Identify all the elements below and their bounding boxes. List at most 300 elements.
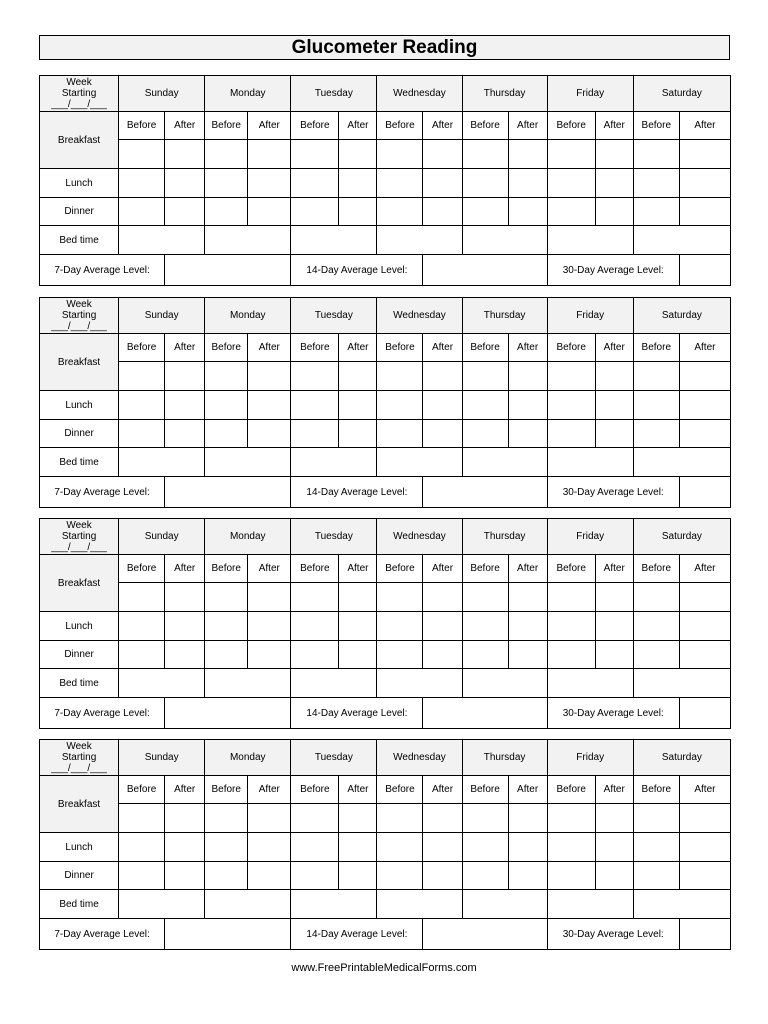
before-label: Before (291, 555, 339, 583)
reading-cell[interactable] (423, 862, 462, 890)
reading-cell[interactable] (508, 140, 547, 169)
day-header: Sunday (119, 298, 205, 334)
bedtime-reading-cell[interactable] (547, 448, 633, 477)
reading-cell[interactable] (119, 420, 165, 448)
reading-cell[interactable] (165, 198, 205, 226)
reading-cell[interactable] (679, 420, 730, 448)
day-header: Monday (205, 519, 291, 555)
meal-label-lunch: Lunch (40, 612, 119, 641)
reading-cell[interactable] (462, 833, 508, 862)
after-label: After (679, 555, 730, 583)
reading-cell[interactable] (462, 391, 508, 420)
reading-cell[interactable] (377, 862, 423, 890)
reading-cell[interactable] (205, 641, 248, 669)
reading-cell[interactable] (165, 420, 205, 448)
day-header: Monday (205, 740, 291, 776)
reading-cell[interactable] (165, 612, 205, 641)
reading-cell[interactable] (423, 641, 462, 669)
day-header: Wednesday (377, 298, 462, 334)
reading-cell[interactable] (119, 583, 165, 612)
reading-cell[interactable] (291, 583, 339, 612)
reading-cell[interactable] (508, 420, 547, 448)
starting-label: Starting (61, 310, 97, 321)
after-label: After (423, 555, 462, 583)
reading-cell[interactable] (248, 420, 291, 448)
reading-cell[interactable] (119, 641, 165, 669)
before-label: Before (205, 555, 248, 583)
reading-cell[interactable] (119, 169, 165, 198)
reading-cell[interactable] (547, 198, 595, 226)
avg-14-day-value[interactable] (423, 698, 547, 729)
reading-cell[interactable] (595, 612, 633, 641)
reading-cell[interactable] (165, 804, 205, 833)
reading-cell[interactable] (547, 169, 595, 198)
reading-cell[interactable] (633, 862, 679, 890)
bedtime-reading-cell[interactable] (462, 669, 547, 698)
reading-cell[interactable] (679, 140, 730, 169)
reading-cell[interactable] (339, 420, 377, 448)
after-label: After (595, 555, 633, 583)
reading-cell[interactable] (423, 612, 462, 641)
reading-cell[interactable] (595, 641, 633, 669)
reading-cell[interactable] (165, 833, 205, 862)
day-header: Tuesday (291, 76, 377, 112)
before-label: Before (377, 555, 423, 583)
week-block (39, 297, 731, 508)
reading-cell[interactable] (508, 391, 547, 420)
reading-cell[interactable] (462, 362, 508, 391)
reading-cell[interactable] (377, 641, 423, 669)
avg-14-day-label: 14-Day Average Level: (291, 698, 423, 729)
meal-label-lunch: Lunch (40, 169, 119, 198)
bedtime-reading-cell[interactable] (462, 448, 547, 477)
after-label: After (423, 334, 462, 362)
reading-cell[interactable] (291, 140, 339, 169)
meal-label-bedtime: Bed time (40, 669, 119, 698)
reading-cell[interactable] (462, 198, 508, 226)
before-label: Before (547, 334, 595, 362)
reading-cell[interactable] (679, 641, 730, 669)
reading-cell[interactable] (205, 391, 248, 420)
day-header: Tuesday (291, 519, 377, 555)
day-header: Monday (205, 76, 291, 112)
after-label: After (339, 334, 377, 362)
day-header: Wednesday (377, 76, 462, 112)
reading-cell[interactable] (508, 198, 547, 226)
week-label: Week (66, 299, 92, 310)
reading-cell[interactable] (679, 583, 730, 612)
reading-cell[interactable] (205, 862, 248, 890)
before-label: Before (377, 112, 423, 140)
reading-cell[interactable] (633, 420, 679, 448)
reading-cell[interactable] (165, 391, 205, 420)
reading-cell[interactable] (633, 140, 679, 169)
reading-cell[interactable] (291, 198, 339, 226)
reading-cell[interactable] (595, 140, 633, 169)
day-header: Friday (547, 519, 633, 555)
reading-cell[interactable] (679, 391, 730, 420)
after-label: After (248, 112, 291, 140)
avg-7-day-label: 7-Day Average Level: (40, 698, 165, 729)
day-header: Saturday (633, 740, 730, 776)
week-starting-cell[interactable] (40, 740, 119, 776)
reading-cell[interactable] (119, 140, 165, 169)
reading-cell[interactable] (119, 198, 165, 226)
avg-14-day-label: 14-Day Average Level: (291, 255, 423, 286)
reading-cell[interactable] (248, 641, 291, 669)
reading-cell[interactable] (248, 583, 291, 612)
bedtime-reading-cell[interactable] (633, 669, 730, 698)
reading-cell[interactable] (339, 583, 377, 612)
before-label: Before (547, 776, 595, 804)
after-label: After (248, 776, 291, 804)
after-label: After (339, 112, 377, 140)
reading-cell[interactable] (339, 804, 377, 833)
reading-cell[interactable] (205, 420, 248, 448)
bedtime-reading-cell[interactable] (633, 890, 730, 919)
reading-cell[interactable] (291, 420, 339, 448)
reading-cell[interactable] (291, 862, 339, 890)
reading-cell[interactable] (423, 420, 462, 448)
bedtime-reading-cell[interactable] (119, 890, 205, 919)
reading-cell[interactable] (679, 198, 730, 226)
after-label: After (595, 776, 633, 804)
reading-cell[interactable] (377, 420, 423, 448)
before-label: Before (119, 776, 165, 804)
meal-label-breakfast: Breakfast (40, 555, 119, 612)
bedtime-reading-cell[interactable] (547, 890, 633, 919)
reading-cell[interactable] (165, 862, 205, 890)
reading-cell[interactable] (291, 641, 339, 669)
avg-7-day-value[interactable] (165, 698, 291, 729)
reading-cell[interactable] (165, 169, 205, 198)
reading-cell[interactable] (205, 140, 248, 169)
after-label: After (595, 334, 633, 362)
avg-30-day-value[interactable] (679, 919, 730, 950)
reading-cell[interactable] (377, 140, 423, 169)
bedtime-reading-cell[interactable] (205, 448, 291, 477)
reading-cell[interactable] (633, 612, 679, 641)
reading-cell[interactable] (679, 362, 730, 391)
date-blank: ___/___/___ (51, 763, 107, 774)
reading-cell[interactable] (423, 362, 462, 391)
avg-14-day-value[interactable] (423, 919, 547, 950)
bedtime-reading-cell[interactable] (547, 669, 633, 698)
reading-cell[interactable] (595, 362, 633, 391)
meal-label-breakfast: Breakfast (40, 776, 119, 833)
after-label: After (339, 776, 377, 804)
reading-cell[interactable] (248, 833, 291, 862)
reading-cell[interactable] (547, 583, 595, 612)
before-label: Before (205, 334, 248, 362)
bedtime-reading-cell[interactable] (633, 448, 730, 477)
reading-cell[interactable] (291, 169, 339, 198)
after-label: After (248, 555, 291, 583)
reading-cell[interactable] (119, 862, 165, 890)
day-header: Friday (547, 76, 633, 112)
avg-30-day-label: 30-Day Average Level: (547, 919, 679, 950)
reading-cell[interactable] (248, 391, 291, 420)
bedtime-reading-cell[interactable] (119, 226, 205, 255)
week-label: Week (66, 741, 92, 752)
reading-cell[interactable] (462, 862, 508, 890)
avg-7-day-value[interactable] (165, 255, 291, 286)
reading-cell[interactable] (633, 198, 679, 226)
reading-cell[interactable] (462, 583, 508, 612)
before-label: Before (462, 112, 508, 140)
reading-cell[interactable] (679, 804, 730, 833)
reading-cell[interactable] (633, 833, 679, 862)
reading-cell[interactable] (595, 583, 633, 612)
reading-cell[interactable] (547, 641, 595, 669)
bedtime-reading-cell[interactable] (547, 226, 633, 255)
reading-cell[interactable] (248, 140, 291, 169)
reading-cell[interactable] (205, 833, 248, 862)
reading-cell[interactable] (679, 169, 730, 198)
reading-cell[interactable] (595, 862, 633, 890)
date-blank: ___/___/___ (51, 321, 107, 332)
day-header: Monday (205, 298, 291, 334)
bedtime-reading-cell[interactable] (205, 669, 291, 698)
bedtime-reading-cell[interactable] (377, 226, 462, 255)
reading-cell[interactable] (377, 833, 423, 862)
reading-cell[interactable] (595, 198, 633, 226)
bedtime-reading-cell[interactable] (291, 669, 377, 698)
reading-cell[interactable] (377, 362, 423, 391)
reading-cell[interactable] (377, 391, 423, 420)
page-title: Glucometer Reading (39, 35, 730, 60)
meal-label-bedtime: Bed time (40, 226, 119, 255)
day-header: Tuesday (291, 740, 377, 776)
reading-cell[interactable] (165, 140, 205, 169)
reading-cell[interactable] (119, 804, 165, 833)
bedtime-reading-cell[interactable] (291, 226, 377, 255)
avg-14-day-value[interactable] (423, 477, 547, 508)
reading-cell[interactable] (119, 612, 165, 641)
reading-cell[interactable] (205, 583, 248, 612)
reading-cell[interactable] (291, 362, 339, 391)
bedtime-reading-cell[interactable] (462, 226, 547, 255)
before-label: Before (547, 112, 595, 140)
day-header: Saturday (633, 519, 730, 555)
reading-cell[interactable] (248, 198, 291, 226)
reading-cell[interactable] (547, 833, 595, 862)
reading-cell[interactable] (339, 862, 377, 890)
avg-14-day-value[interactable] (423, 255, 547, 286)
reading-cell[interactable] (547, 420, 595, 448)
avg-7-day-value[interactable] (165, 919, 291, 950)
bedtime-reading-cell[interactable] (119, 448, 205, 477)
week-starting-cell[interactable] (40, 76, 119, 112)
avg-7-day-label: 7-Day Average Level: (40, 477, 165, 508)
reading-cell[interactable] (633, 804, 679, 833)
after-label: After (508, 112, 547, 140)
reading-cell[interactable] (508, 362, 547, 391)
reading-cell[interactable] (248, 169, 291, 198)
day-header: Sunday (119, 76, 205, 112)
reading-cell[interactable] (508, 804, 547, 833)
before-label: Before (291, 334, 339, 362)
day-header: Sunday (119, 740, 205, 776)
reading-cell[interactable] (205, 198, 248, 226)
reading-cell[interactable] (423, 583, 462, 612)
reading-cell[interactable] (547, 804, 595, 833)
reading-cell[interactable] (339, 198, 377, 226)
reading-cell[interactable] (423, 833, 462, 862)
bedtime-reading-cell[interactable] (377, 448, 462, 477)
reading-cell[interactable] (423, 804, 462, 833)
avg-7-day-value[interactable] (165, 477, 291, 508)
reading-cell[interactable] (291, 612, 339, 641)
reading-cell[interactable] (595, 420, 633, 448)
bedtime-reading-cell[interactable] (377, 669, 462, 698)
reading-cell[interactable] (547, 140, 595, 169)
week-starting-cell[interactable] (40, 298, 119, 334)
after-label: After (508, 555, 547, 583)
reading-cell[interactable] (462, 420, 508, 448)
reading-cell[interactable] (339, 169, 377, 198)
before-label: Before (119, 112, 165, 140)
reading-cell[interactable] (595, 169, 633, 198)
reading-cell[interactable] (205, 612, 248, 641)
week-label: Week (66, 77, 92, 88)
reading-cell[interactable] (423, 391, 462, 420)
reading-cell[interactable] (633, 391, 679, 420)
avg-30-day-value[interactable] (679, 255, 730, 286)
bedtime-reading-cell[interactable] (119, 669, 205, 698)
day-header: Thursday (462, 519, 547, 555)
reading-cell[interactable] (462, 641, 508, 669)
reading-cell[interactable] (248, 362, 291, 391)
reading-cell[interactable] (165, 641, 205, 669)
reading-cell[interactable] (462, 169, 508, 198)
reading-cell[interactable] (119, 362, 165, 391)
reading-cell[interactable] (165, 583, 205, 612)
reading-cell[interactable] (508, 583, 547, 612)
reading-cell[interactable] (423, 169, 462, 198)
reading-cell[interactable] (423, 140, 462, 169)
reading-cell[interactable] (291, 833, 339, 862)
avg-30-day-value[interactable] (679, 698, 730, 729)
reading-cell[interactable] (339, 391, 377, 420)
bedtime-reading-cell[interactable] (633, 226, 730, 255)
after-label: After (165, 555, 205, 583)
reading-cell[interactable] (248, 612, 291, 641)
avg-14-day-label: 14-Day Average Level: (291, 919, 423, 950)
reading-cell[interactable] (595, 804, 633, 833)
reading-cell[interactable] (119, 833, 165, 862)
week-block (39, 75, 731, 286)
reading-cell[interactable] (377, 612, 423, 641)
reading-cell[interactable] (339, 362, 377, 391)
reading-cell[interactable] (248, 804, 291, 833)
day-header: Thursday (462, 76, 547, 112)
reading-cell[interactable] (291, 804, 339, 833)
meal-label-lunch: Lunch (40, 391, 119, 420)
reading-cell[interactable] (377, 583, 423, 612)
reading-cell[interactable] (633, 362, 679, 391)
reading-cell[interactable] (508, 862, 547, 890)
reading-cell[interactable] (377, 804, 423, 833)
reading-cell[interactable] (339, 641, 377, 669)
day-header: Saturday (633, 76, 730, 112)
bedtime-reading-cell[interactable] (291, 890, 377, 919)
meal-label-lunch: Lunch (40, 833, 119, 862)
reading-cell[interactable] (165, 362, 205, 391)
reading-cell[interactable] (508, 612, 547, 641)
day-header: Saturday (633, 298, 730, 334)
day-header: Thursday (462, 298, 547, 334)
bedtime-reading-cell[interactable] (291, 448, 377, 477)
after-label: After (165, 334, 205, 362)
reading-cell[interactable] (205, 804, 248, 833)
reading-cell[interactable] (377, 198, 423, 226)
before-label: Before (633, 555, 679, 583)
reading-cell[interactable] (462, 140, 508, 169)
reading-cell[interactable] (595, 833, 633, 862)
reading-cell[interactable] (595, 391, 633, 420)
reading-cell[interactable] (547, 362, 595, 391)
reading-cell[interactable] (679, 833, 730, 862)
reading-cell[interactable] (547, 391, 595, 420)
before-label: Before (205, 776, 248, 804)
reading-cell[interactable] (248, 862, 291, 890)
reading-cell[interactable] (679, 612, 730, 641)
reading-cell[interactable] (205, 169, 248, 198)
bedtime-reading-cell[interactable] (205, 890, 291, 919)
week-block (39, 518, 731, 729)
day-header: Friday (547, 740, 633, 776)
starting-label: Starting (61, 752, 97, 763)
reading-cell[interactable] (291, 391, 339, 420)
bedtime-reading-cell[interactable] (205, 226, 291, 255)
week-label: Week (66, 520, 92, 531)
after-label: After (423, 776, 462, 804)
before-label: Before (462, 776, 508, 804)
bedtime-reading-cell[interactable] (377, 890, 462, 919)
reading-cell[interactable] (339, 140, 377, 169)
reading-cell[interactable] (508, 641, 547, 669)
reading-cell[interactable] (462, 612, 508, 641)
reading-cell[interactable] (339, 612, 377, 641)
reading-cell[interactable] (119, 391, 165, 420)
bedtime-reading-cell[interactable] (462, 890, 547, 919)
after-label: After (679, 776, 730, 804)
reading-cell[interactable] (508, 833, 547, 862)
avg-7-day-label: 7-Day Average Level: (40, 255, 165, 286)
reading-cell[interactable] (377, 169, 423, 198)
reading-cell[interactable] (679, 862, 730, 890)
date-blank: ___/___/___ (51, 99, 107, 110)
reading-cell[interactable] (633, 169, 679, 198)
reading-cell[interactable] (633, 641, 679, 669)
reading-cell[interactable] (508, 169, 547, 198)
avg-30-day-label: 30-Day Average Level: (547, 255, 679, 286)
reading-cell[interactable] (633, 583, 679, 612)
before-label: Before (633, 776, 679, 804)
reading-cell[interactable] (547, 612, 595, 641)
before-label: Before (377, 776, 423, 804)
before-label: Before (633, 112, 679, 140)
week-starting-cell[interactable] (40, 519, 119, 555)
avg-30-day-value[interactable] (679, 477, 730, 508)
day-header: Wednesday (377, 519, 462, 555)
reading-cell[interactable] (423, 198, 462, 226)
reading-cell[interactable] (462, 804, 508, 833)
reading-cell[interactable] (339, 833, 377, 862)
reading-cell[interactable] (205, 362, 248, 391)
reading-cell[interactable] (547, 862, 595, 890)
